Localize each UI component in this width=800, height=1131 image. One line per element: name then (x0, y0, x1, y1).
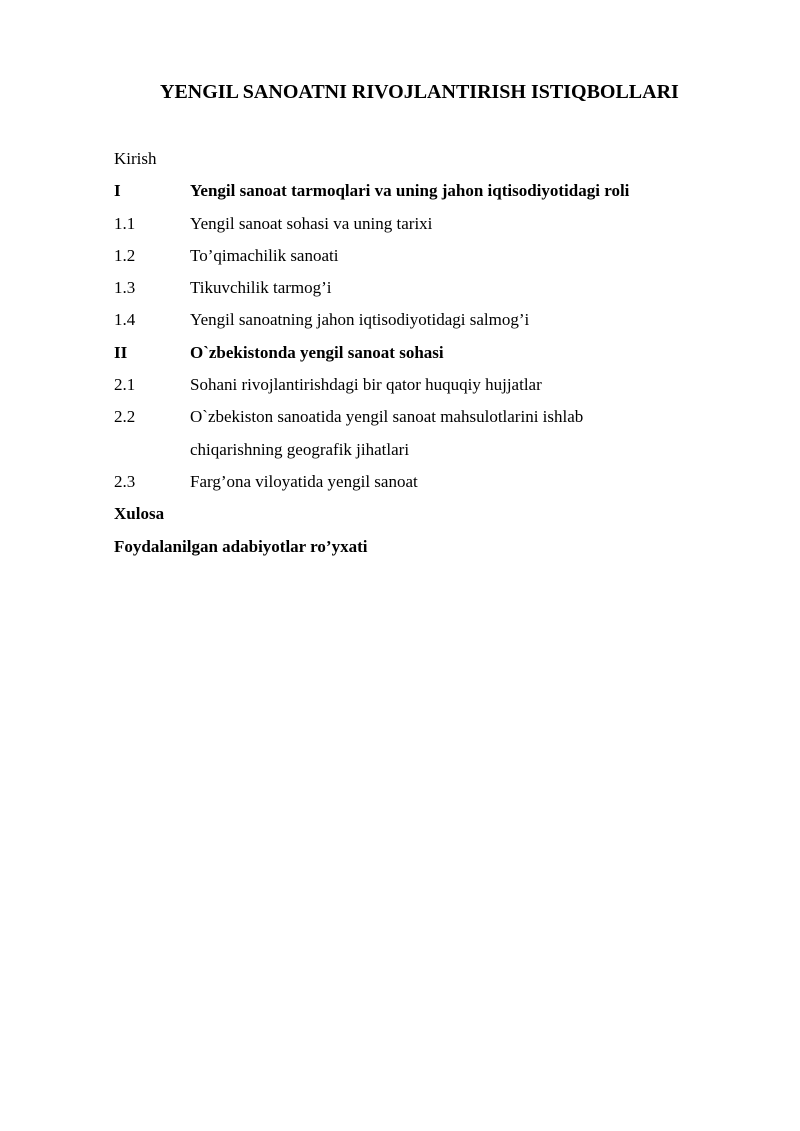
table-of-contents (114, 146, 734, 566)
toc-row-conclusion (114, 501, 734, 533)
document-title: YENGIL SANOATNI RIVOJLANTIRISH ISTIQBOLLARI (160, 81, 679, 103)
toc-row-1-1 (114, 211, 734, 243)
toc-number: 2.3 (114, 471, 136, 491)
toc-row-1-4 (114, 307, 734, 339)
toc-row-chapter-1 (114, 178, 734, 210)
toc-text: To’qimachilik sanoati (190, 245, 339, 265)
toc-row-2-1 (114, 372, 734, 404)
toc-text: Tikuvchilik tarmog’i (190, 278, 332, 298)
toc-row-2-2 (114, 404, 734, 469)
toc-text: O`zbekiston sanoatida yengil sanoat mahsulotlarini ishlab chiqarishning geografik jihatlari (190, 407, 584, 459)
toc-number: 2.2 (114, 407, 136, 427)
toc-number: 1.2 (114, 245, 136, 265)
toc-row-1-3 (114, 275, 734, 307)
toc-text: Yengil sanoat sohasi va uning tarixi (190, 213, 433, 233)
toc-number: 2.1 (114, 375, 136, 395)
toc-text: Sohani rivojlantirishdagi bir qator huquqiy hujjatlar (190, 375, 542, 395)
toc-text: Yengil sanoat tarmoqlari va uning jahon iqtisodiyotidagi roli (190, 181, 630, 201)
toc-number: I (114, 181, 121, 201)
toc-text: O`zbekistonda yengil sanoat sohasi (190, 342, 444, 362)
toc-row-1-2 (114, 243, 734, 275)
toc-conclusion: Xulosa (114, 504, 165, 524)
toc-row-chapter-2 (114, 340, 734, 372)
toc-row-intro (114, 146, 734, 178)
toc-references: Foydalanilgan adabiyotlar ro’yxati (114, 536, 368, 556)
toc-number: II (114, 342, 128, 362)
toc-intro: Kirish (114, 149, 157, 168)
toc-row-2-3 (114, 469, 734, 501)
toc-row-references (114, 534, 734, 566)
toc-text: Yengil sanoatning jahon iqtisodiyotidagi salmog’i (190, 310, 530, 330)
toc-number: 1.3 (114, 278, 136, 298)
toc-number: 1.4 (114, 310, 136, 330)
toc-number: 1.1 (114, 213, 136, 233)
toc-text: Farg’ona viloyatida yengil sanoat (190, 471, 418, 491)
